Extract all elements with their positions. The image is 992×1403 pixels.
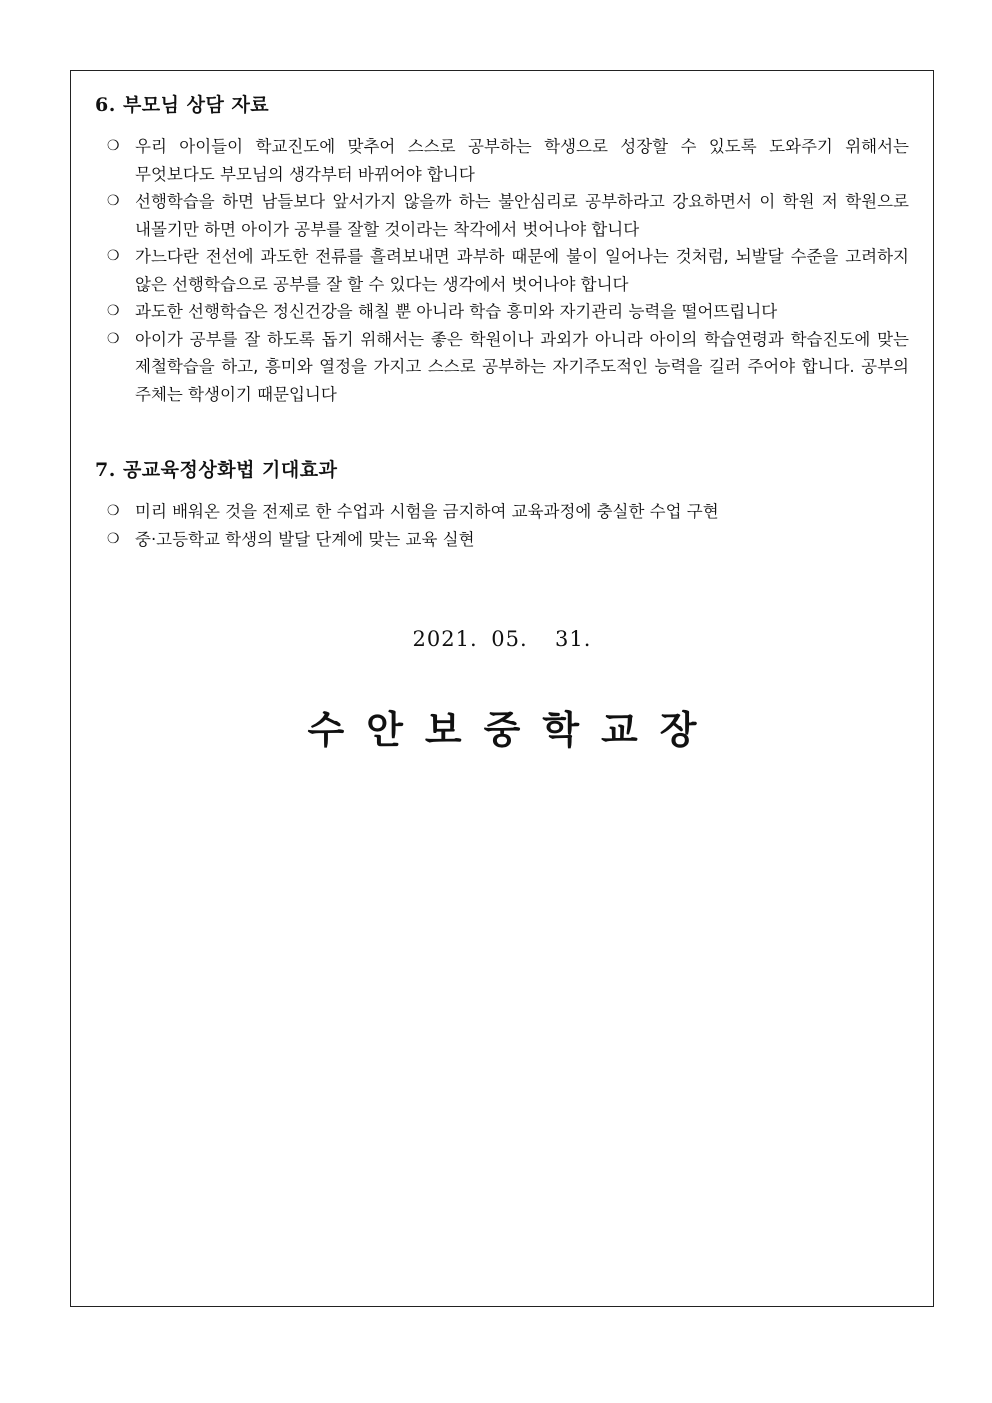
list-item xyxy=(107,298,909,326)
circle-bullet-icon: ❍ xyxy=(107,503,120,519)
circle-bullet-icon: ❍ xyxy=(107,248,120,264)
document-date: 2021. 05. 31. xyxy=(412,627,592,651)
section-heading: 6. 부모님 상담 자료 xyxy=(95,94,270,116)
list-item-text: 가느다란 전선에 과도한 전류를 흘려보내면 과부하 때문에 불이 일어나는 것처럼, 뇌발달 수준을 고려하지 않은 선행학습으로 공부를 잘 할 수 있다는 생각에서 벗어나야 합니다 xyxy=(135,247,909,294)
circle-bullet-icon: ❍ xyxy=(107,138,120,154)
list-item-text: 선행학습을 하면 남들보다 앞서가지 않을까 하는 불안심리로 공부하라고 강요하면서 이 학원 저 학원으로 내몰기만 하면 아이가 공부를 잘할 것이라는 착각에서 벗어나야 합니다 xyxy=(135,192,909,239)
list-item xyxy=(107,188,909,243)
principal-signature: 수안보중학교장 xyxy=(307,708,719,752)
list-item-text: 과도한 선행학습은 정신건강을 해칠 뿐 아니라 학습 흥미와 자기관리 능력을 떨어뜨립니다 xyxy=(135,302,778,321)
list-item xyxy=(107,326,909,409)
section-heading: 7. 공교육정상화법 기대효과 xyxy=(95,459,338,481)
section-expected-effects xyxy=(95,456,909,553)
section-parent-counseling xyxy=(95,91,909,408)
bullet-list xyxy=(95,133,909,408)
circle-bullet-icon: ❍ xyxy=(107,193,120,209)
list-item xyxy=(107,133,909,188)
list-item xyxy=(107,498,909,526)
list-item-text: 아이가 공부를 잘 하도록 돕기 위해서는 좋은 학원이나 과외가 아니라 아이의 학습연령과 학습진도에 맞는 제철학습을 하고, 흥미와 열정을 가지고 스스로 공부하는 자기주도적인 능력을 길러 주어야 합니다. 공부의 주체는 학생이기 때문입니다 xyxy=(135,329,909,404)
circle-bullet-icon: ❍ xyxy=(107,330,120,347)
list-item-text: 중·고등학교 학생의 발달 단계에 맞는 교육 실현 xyxy=(135,529,475,549)
list-item xyxy=(107,526,909,554)
list-item-text: 우리 아이들이 학교진도에 맞추어 스스로 공부하는 학생으로 성장할 수 있도록 도와주기 위해서는 무엇보다도 부모님의 생각부터 바뀌어야 합니다 xyxy=(135,137,909,184)
list-item-text: 미리 배워온 것을 전제로 한 수업과 시험을 금지하여 교육과정에 충실한 수업 구현 xyxy=(135,502,719,521)
document-frame xyxy=(70,70,934,1307)
bullet-list xyxy=(95,498,909,553)
circle-bullet-icon: ❍ xyxy=(107,530,120,547)
list-item xyxy=(107,243,909,298)
circle-bullet-icon: ❍ xyxy=(107,303,120,319)
